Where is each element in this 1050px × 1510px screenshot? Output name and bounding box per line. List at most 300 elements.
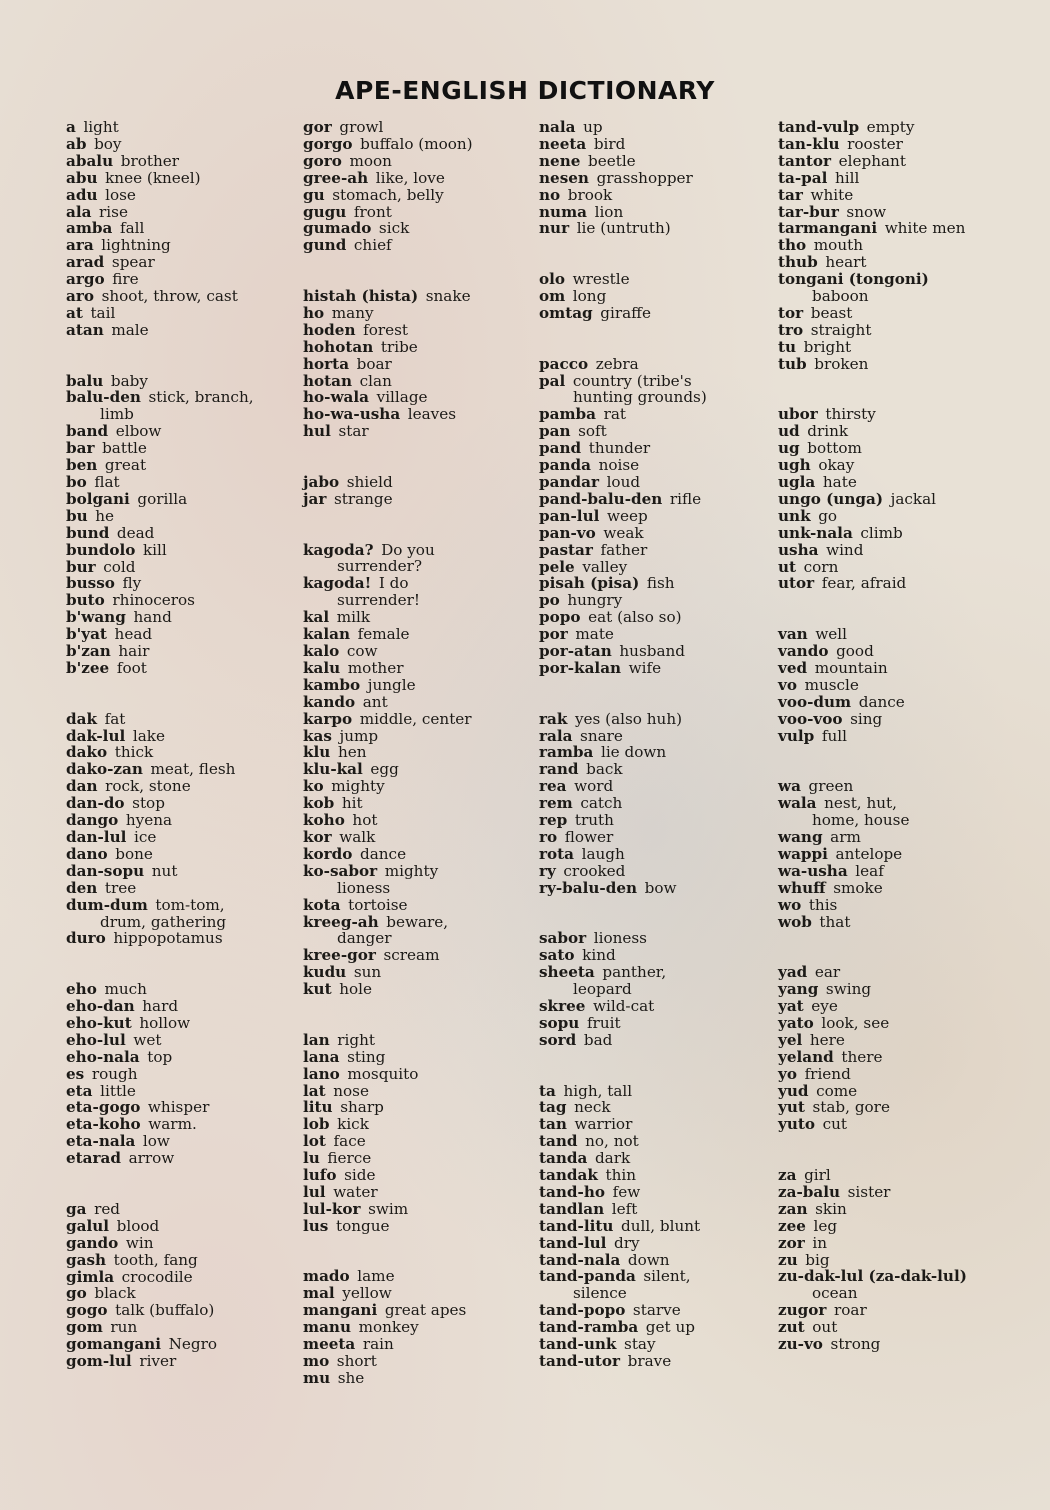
entry-word: za-balu — [778, 1182, 841, 1201]
entry-definition: dance — [858, 692, 905, 711]
entry-definition: white men — [884, 219, 966, 238]
entry-word: horta — [303, 354, 350, 373]
entry-word: tho — [778, 236, 807, 255]
entry-definition: spear — [111, 253, 155, 272]
entry-continuation: limb — [100, 405, 134, 424]
dictionary-entry — [539, 220, 707, 237]
entry-word: lot — [303, 1132, 326, 1151]
dictionary-entry — [539, 356, 707, 373]
entry-word: gomangani — [66, 1335, 161, 1354]
section-spacer — [539, 1049, 707, 1066]
dictionary-entry — [303, 660, 473, 677]
dictionary-entry — [539, 1015, 707, 1032]
entry-definition: swim — [368, 1199, 409, 1218]
entry-word: kreeg-ah — [303, 912, 379, 931]
entry-word: om — [539, 287, 566, 306]
section-spacer — [303, 1235, 473, 1252]
entry-definition: crocodile — [121, 1267, 193, 1286]
dictionary-entry — [303, 643, 473, 660]
entry-definition: tribe — [380, 337, 418, 356]
entry-continuation: hunting grounds) — [573, 388, 707, 407]
dictionary-entry — [66, 1302, 254, 1319]
entry-word: tar — [778, 185, 803, 204]
entry-definition: lioness — [593, 929, 647, 948]
dictionary-entry — [303, 220, 473, 237]
dictionary-entry — [539, 1150, 707, 1167]
entry-word: etarad — [66, 1149, 121, 1168]
dictionary-entry — [66, 525, 254, 542]
entry-definition: walk — [339, 827, 376, 846]
dictionary-entry — [66, 1032, 254, 1049]
entry-definition: back — [586, 760, 623, 779]
entry-definition: look, see — [821, 1013, 890, 1032]
entry-word: tand-popo — [539, 1301, 626, 1320]
entry-definition: short — [336, 1352, 377, 1370]
dictionary-entry — [66, 271, 254, 288]
dictionary-entry — [778, 440, 975, 457]
entry-word: pele — [539, 557, 575, 576]
entry-word: wo — [778, 895, 802, 914]
entry-definition: bird — [593, 134, 626, 153]
entry-definition: nut — [151, 861, 178, 880]
entry-word: hoden — [303, 320, 356, 339]
section-spacer — [778, 373, 975, 390]
entry-definition: crooked — [563, 861, 626, 880]
entry-continuation: surrender! — [337, 591, 420, 610]
dictionary-entry — [303, 947, 473, 964]
entry-definition: hit — [341, 794, 363, 813]
entry-definition: sing — [850, 709, 883, 728]
entry-definition: fall — [119, 219, 145, 238]
entry-word: tandlan — [539, 1199, 605, 1218]
entry-definition: weak — [603, 523, 644, 542]
entry-word: klu-kal — [303, 760, 363, 779]
dictionary-entry — [66, 592, 254, 609]
entry-word: lul-kor — [303, 1199, 361, 1218]
entry-definition: blood — [116, 1216, 160, 1235]
entry-word: por-atan — [539, 642, 612, 661]
dictionary-entry — [778, 204, 975, 221]
entry-word: eta-gogo — [66, 1098, 141, 1117]
entry-definition: mate — [575, 625, 614, 644]
dictionary-entry — [539, 711, 707, 728]
entry-word: bolgani — [66, 489, 130, 508]
dictionary-entry — [778, 491, 975, 508]
entry-word: kor — [303, 827, 332, 846]
dictionary-entry — [66, 559, 254, 576]
entry-word: abalu — [66, 151, 114, 170]
dictionary-entry — [66, 1252, 254, 1269]
entry-definition: thirsty — [825, 405, 876, 424]
entry-definition: red — [94, 1199, 121, 1218]
entry-definition: stab, gore — [812, 1098, 890, 1117]
entry-continuation: leopard — [573, 980, 632, 999]
entry-word: ro — [539, 827, 558, 846]
entry-definition: lightning — [101, 236, 171, 255]
dictionary-entry — [539, 1302, 707, 1319]
entry-definition: wet — [133, 1030, 162, 1049]
dictionary-entry — [303, 373, 473, 390]
entry-word: ungo (unga) — [778, 489, 884, 508]
entry-definition: rat — [603, 405, 627, 424]
entry-word: pand-balu-den — [539, 489, 663, 508]
entry-word: kota — [303, 895, 341, 914]
entry-definition: brave — [627, 1352, 672, 1370]
dictionary-entry — [539, 136, 707, 153]
dictionary-entry — [66, 373, 254, 390]
dictionary-entry — [66, 930, 254, 947]
entry-word: dan-sopu — [66, 861, 145, 880]
entry-word: kagoda! — [303, 574, 372, 593]
dictionary-entry — [66, 170, 254, 187]
page-title: APE-ENGLISH DICTIONARY — [335, 76, 715, 105]
entry-word: dano — [66, 844, 108, 863]
dictionary-entry — [66, 254, 254, 271]
section-spacer — [303, 1015, 473, 1032]
entry-word: thub — [778, 253, 818, 272]
dictionary-entry — [778, 660, 975, 677]
dictionary-entry — [66, 1201, 254, 1218]
entry-definition: high, tall — [563, 1081, 633, 1100]
section-spacer — [303, 457, 473, 474]
entry-definition: warm. — [148, 1115, 197, 1134]
entry-word: adu — [66, 185, 98, 204]
entry-word: panda — [539, 456, 591, 475]
dictionary-entry — [303, 1133, 473, 1150]
entry-definition: few — [612, 1182, 641, 1201]
entry-definition: big — [805, 1250, 830, 1269]
entry-definition: well — [815, 625, 848, 644]
entry-definition: flat — [94, 473, 120, 491]
dictionary-entry — [778, 1218, 975, 1235]
dictionary-entry — [778, 1268, 975, 1285]
entry-definition: dull, blunt — [621, 1216, 701, 1235]
entry-definition: catch — [580, 794, 623, 813]
entry-word: mado — [303, 1267, 350, 1286]
entry-word: eta-nala — [66, 1132, 136, 1151]
entry-word: olo — [539, 270, 566, 289]
entry-word: eta-koho — [66, 1115, 141, 1134]
entry-word: yeland — [778, 1047, 834, 1066]
entry-definition: dark — [594, 1149, 631, 1168]
dictionary-entry — [539, 542, 707, 559]
entry-word: tar-bur — [778, 202, 839, 221]
entry-continuation: silence — [573, 1284, 627, 1303]
dictionary-entry — [539, 592, 707, 609]
entry-word: pand — [539, 439, 582, 458]
entry-word: ut — [778, 557, 797, 576]
entry-word: gu — [303, 185, 325, 204]
entry-word: rand — [539, 760, 579, 779]
entry-word: ko-sabor — [303, 861, 378, 880]
entry-definition: rain — [362, 1335, 394, 1354]
section-spacer — [66, 947, 254, 964]
entry-definition: leaf — [855, 861, 884, 880]
dictionary-entry — [778, 863, 975, 880]
entry-word: wob — [778, 912, 812, 931]
entry-continuation: drum, gathering — [100, 912, 227, 931]
dictionary-entry — [303, 677, 473, 694]
dictionary-entry — [778, 170, 975, 187]
dictionary-entry — [66, 1150, 254, 1167]
dictionary-entry — [539, 846, 707, 863]
section-spacer — [303, 271, 473, 288]
dictionary-entry — [303, 1150, 473, 1167]
entry-word: rak — [539, 709, 568, 728]
entry-word: galul — [66, 1216, 110, 1235]
entry-word: dango — [66, 811, 119, 830]
entry-definition: hen — [337, 743, 367, 762]
entry-word: eho-kut — [66, 1013, 132, 1032]
entry-word: tongani (tongoni) — [778, 270, 929, 289]
dictionary-entry — [539, 643, 707, 660]
dictionary-entry — [778, 778, 975, 795]
dictionary-entry — [303, 423, 473, 440]
entry-definition: thin — [605, 1166, 637, 1185]
entry-continuation: lioness — [337, 878, 391, 897]
entry-word: tu — [778, 337, 797, 356]
dictionary-entry — [303, 1116, 473, 1133]
dictionary-entry — [66, 474, 254, 491]
entry-word: tarmangani — [778, 219, 878, 238]
dictionary-entry — [66, 575, 254, 592]
entry-definition: tail — [90, 303, 116, 322]
section-spacer — [303, 1252, 473, 1269]
entry-definition: she — [337, 1368, 365, 1387]
entry-definition: antelope — [835, 844, 903, 863]
entry-word: dan-do — [66, 794, 125, 813]
section-spacer — [66, 1184, 254, 1201]
dictionary-entry — [303, 626, 473, 643]
entry-word: lu — [303, 1149, 320, 1168]
entry-word: po — [539, 591, 560, 610]
dictionary-column-4 — [778, 119, 975, 1353]
entry-definition: truth — [574, 811, 614, 830]
section-spacer — [539, 339, 707, 356]
entry-word: tand-litu — [539, 1216, 614, 1235]
dictionary-entry — [539, 1353, 707, 1370]
dictionary-entry — [66, 643, 254, 660]
entry-definition: in — [812, 1233, 827, 1252]
dictionary-column-1 — [66, 119, 254, 1370]
entry-definition: girl — [804, 1166, 831, 1185]
entry-word: a — [66, 118, 76, 136]
dictionary-entry — [539, 1268, 707, 1285]
entry-definition: wild-cat — [593, 997, 655, 1015]
entry-definition: sun — [353, 963, 382, 982]
entry-definition: noise — [598, 456, 640, 475]
entry-word: tandak — [539, 1166, 598, 1185]
entry-definition: little — [100, 1081, 136, 1100]
entry-definition: hole — [339, 980, 372, 999]
entry-word: wappi — [778, 844, 828, 863]
entry-definition: hate — [822, 473, 857, 491]
entry-definition: warrior — [574, 1115, 633, 1134]
dictionary-entry — [66, 1269, 254, 1286]
entry-definition: fly — [122, 574, 142, 593]
dictionary-entry — [303, 1049, 473, 1066]
entry-definition: climb — [860, 523, 903, 542]
dictionary-entry — [303, 1201, 473, 1218]
section-spacer — [539, 694, 707, 711]
entry-definition: rise — [99, 202, 128, 221]
dictionary-entry — [539, 508, 707, 525]
entry-definition: mighty — [384, 861, 439, 880]
entry-definition: beware, — [386, 912, 449, 931]
dictionary-entry — [539, 778, 707, 795]
dictionary-entry — [539, 930, 707, 947]
entry-definition: drink — [807, 422, 849, 441]
entry-definition: front — [353, 202, 392, 221]
dictionary-entry — [303, 204, 473, 221]
dictionary-entry — [539, 744, 707, 761]
entry-word: rep — [539, 811, 568, 830]
dictionary-entry — [778, 711, 975, 728]
dictionary-entry — [539, 559, 707, 576]
entry-definition: fat — [104, 709, 126, 728]
dictionary-entry — [539, 964, 707, 981]
section-spacer — [66, 339, 254, 356]
section-spacer — [303, 525, 473, 542]
entry-definition: go — [818, 506, 838, 525]
entry-definition: strange — [333, 489, 393, 508]
section-spacer — [778, 389, 975, 406]
entry-definition: flower — [564, 827, 614, 846]
entry-word: vando — [778, 642, 829, 661]
entry-definition: much — [104, 980, 147, 999]
dictionary-entry — [778, 305, 975, 322]
entry-word: tantor — [778, 151, 832, 170]
entry-word: pan-vo — [539, 523, 596, 542]
entry-word: litu — [303, 1098, 333, 1117]
entry-word: meeta — [303, 1335, 356, 1354]
entry-word: rea — [539, 777, 567, 796]
entry-word: eho-nala — [66, 1047, 140, 1066]
entry-definition: up — [583, 118, 603, 136]
entry-word: sabor — [539, 929, 587, 948]
entry-word: gom — [66, 1318, 103, 1337]
entry-definition: hand — [133, 608, 172, 627]
dictionary-entry — [539, 947, 707, 964]
entry-word: van — [778, 625, 808, 644]
dictionary-entry — [66, 136, 254, 153]
dictionary-entry — [303, 474, 473, 491]
section-spacer — [778, 1150, 975, 1167]
entry-word: lat — [303, 1081, 326, 1100]
dictionary-entry — [66, 288, 254, 305]
entry-word: gorgo — [303, 134, 353, 153]
entry-definition: tom-tom, — [155, 895, 225, 914]
dictionary-entry — [66, 305, 254, 322]
entry-definition: soft — [578, 422, 607, 441]
entry-definition: bone — [115, 844, 153, 863]
entry-definition: jump — [339, 726, 379, 745]
entry-word: eho-lul — [66, 1030, 126, 1049]
entry-definition: wife — [628, 658, 662, 677]
dictionary-entry — [66, 457, 254, 474]
dictionary-entry — [539, 998, 707, 1015]
entry-word: ry-balu-den — [539, 878, 638, 897]
dictionary-entry — [303, 491, 473, 508]
dictionary-entry — [778, 846, 975, 863]
dictionary-entry — [66, 1218, 254, 1235]
entry-definition: heart — [825, 253, 867, 272]
entry-definition: right — [337, 1030, 375, 1049]
entry-definition: father — [600, 540, 648, 559]
dictionary-entry — [539, 1032, 707, 1049]
dictionary-entry — [66, 389, 254, 406]
entry-definition: broken — [814, 354, 869, 373]
entry-definition: face — [333, 1132, 366, 1151]
entry-definition: talk (buffalo) — [115, 1301, 215, 1320]
dictionary-entry — [303, 728, 473, 745]
entry-word: pan — [539, 422, 571, 441]
entry-definition: grasshopper — [596, 168, 693, 187]
entry-word: pamba — [539, 405, 596, 424]
entry-word: ry — [539, 861, 556, 880]
dictionary-entry — [66, 491, 254, 508]
dictionary-entry — [303, 119, 473, 136]
entry-word: amba — [66, 219, 113, 238]
entry-word: tand-utor — [539, 1352, 621, 1370]
section-spacer — [778, 609, 975, 626]
dictionary-entry — [778, 1066, 975, 1083]
dictionary-entry — [303, 914, 473, 931]
entry-definition: laugh — [581, 844, 625, 863]
entry-word: dan — [66, 777, 98, 796]
entry-definition: come — [816, 1081, 858, 1100]
section-spacer — [303, 254, 473, 271]
entry-word: ugh — [778, 456, 811, 475]
dictionary-entry — [778, 1201, 975, 1218]
entry-word: argo — [66, 270, 105, 289]
entry-definition: fierce — [327, 1149, 372, 1168]
entry-word: balu — [66, 371, 104, 390]
dictionary-entry — [778, 423, 975, 440]
entry-definition: wind — [826, 540, 864, 559]
entry-word: ala — [66, 202, 92, 221]
dictionary-entry — [778, 508, 975, 525]
entry-word: tand-lul — [539, 1233, 607, 1252]
entry-word: atan — [66, 320, 104, 339]
entry-word: jabo — [303, 472, 340, 491]
entry-word: pastar — [539, 540, 593, 559]
entry-definition: this — [808, 895, 838, 914]
dictionary-entry — [539, 761, 707, 778]
entry-definition: friend — [804, 1064, 851, 1083]
entry-definition: bright — [803, 337, 852, 356]
dictionary-entry — [778, 559, 975, 576]
entry-word: whuff — [778, 878, 826, 897]
entry-word: dum-dum — [66, 895, 148, 914]
entry-word: pisah (pisa) — [539, 574, 640, 593]
entry-word: arad — [66, 253, 105, 272]
dictionary-entry — [539, 1218, 707, 1235]
entry-definition: hot — [352, 811, 378, 830]
entry-definition: fear, afraid — [821, 574, 907, 593]
section-spacer — [778, 1133, 975, 1150]
entry-definition: hill — [834, 168, 860, 187]
dictionary-entry — [303, 575, 473, 592]
dictionary-entry — [539, 271, 707, 288]
dictionary-entry — [539, 440, 707, 457]
entry-word: dan-lul — [66, 828, 127, 846]
entry-definition: empty — [866, 118, 915, 136]
dictionary-entry — [539, 829, 707, 846]
entry-definition: cow — [346, 642, 378, 660]
entry-word: lana — [303, 1047, 340, 1066]
entry-definition: there — [841, 1047, 883, 1066]
